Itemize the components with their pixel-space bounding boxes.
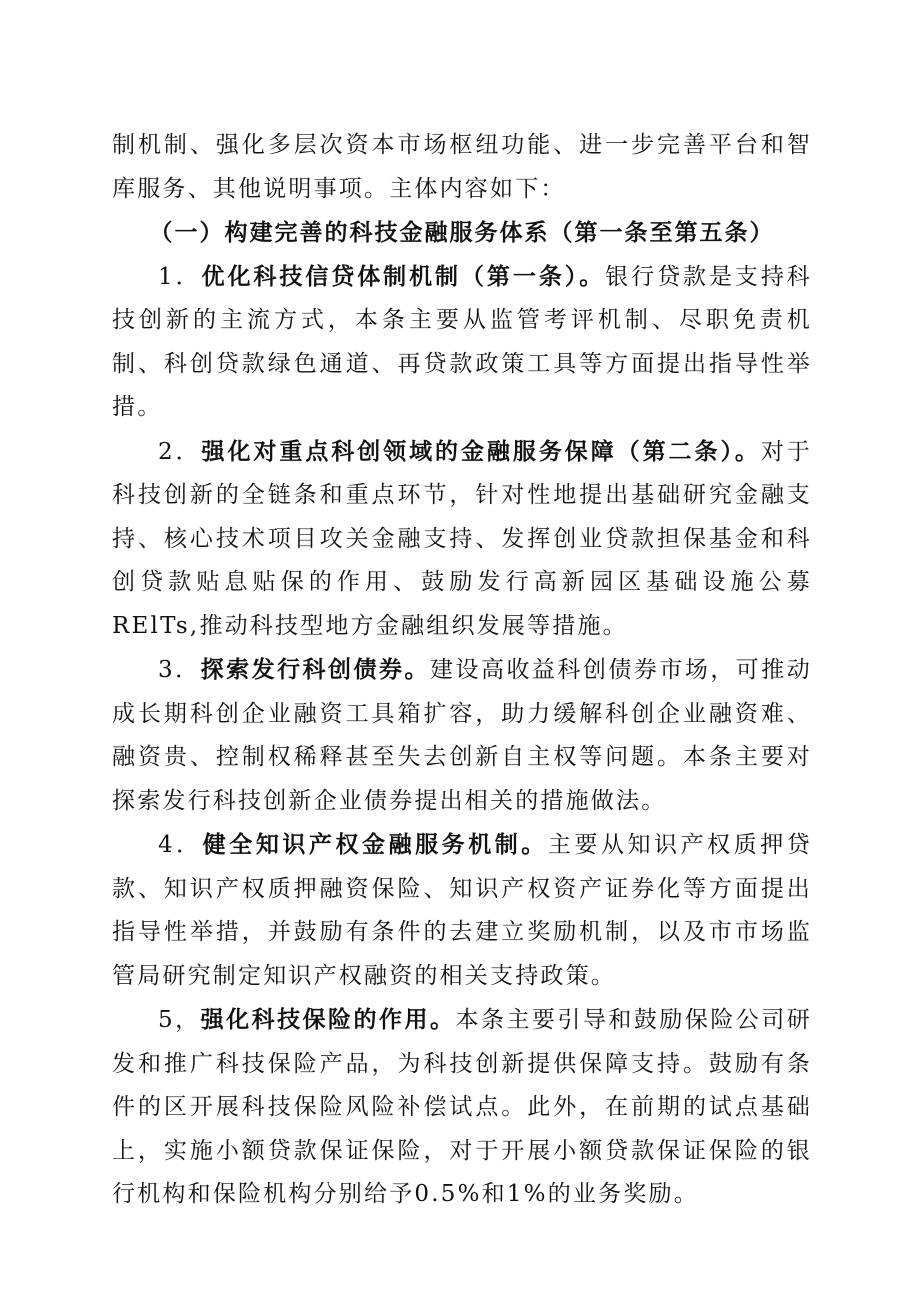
- item-number: 2．: [158, 438, 202, 465]
- item-number: 4．: [158, 832, 203, 858]
- document-page: [112, 124, 812, 1217]
- item-title: 健全知识产权金融服务机制。: [202, 831, 548, 858]
- intro-paragraph: 制机制、强化多层次资本市场枢纽功能、进一步完善平台和智库服务、其他说明事项。主体内容如下：: [112, 132, 812, 202]
- item-paragraph-2: [112, 430, 812, 649]
- item-number: 5，: [158, 1007, 201, 1033]
- item-body: 主要从知识产权质押贷款、知识产权质押融资保险、知识产权资产证券化等方面提出指导性举措，并鼓励有条件的去建立奖励机制，以及市市场监管局研究制定知识产权融资的相关支持政策。: [112, 832, 812, 989]
- item-body: 对于科技创新的全链条和重点环节，针对性地提出基础研究金融支持、核心技术项目攻关金融支持、发挥创业贷款担保基金和科创贷款贴息贴保的作用、鼓励发行高新园区基础设施公募RElTs,推动科技型地方金融组织发展等措施。: [112, 438, 812, 639]
- item-paragraph-1: [112, 255, 812, 430]
- section-heading: （一）构建完善的科技金融服务体系（第一条至第五条）: [149, 219, 775, 246]
- item-number: 3．: [158, 657, 201, 683]
- item-paragraph-3: [112, 648, 812, 823]
- item-body: 银行贷款是支持科技创新的主流方式，本条主要从监管考评机制、尽职免责机制、科创贷款绿色通道、再贷款政策工具等方面提出指导性举措。: [112, 263, 812, 420]
- item-title: 强化对重点科创领域的金融服务保障（第二条）。: [201, 437, 761, 465]
- item-body: 建设高收益科创债券市场，可推动成长期科创企业融资工具箱扩容，助力缓解科创企业融资难、融资贵、控制权稀释甚至失去创新自主权等问题。本条主要对探索发行科技创新企业债券提出相关的措施做法。: [112, 657, 812, 814]
- item-paragraph-5: [112, 998, 812, 1217]
- item-title: 强化科技保险的作用。: [200, 1006, 456, 1033]
- item-title: 优化科技信贷体制机制（第一条）。: [201, 262, 606, 290]
- item-paragraph-4: [112, 823, 812, 998]
- item-title: 探索发行科创债券。: [200, 656, 430, 683]
- item-body: 本条主要引导和鼓励保险公司研发和推广科技保险产品，为科技创新提供保障支持。鼓励有条件的区开展科技保险风险补偿试点。此外，在前期的试点基础上，实施小额贷款保证保险，对于开展小额贷款保证保险的银行机构和保险机构分别给予0.5%和1%的业务奖励。: [112, 1007, 812, 1207]
- item-number: 1．: [158, 263, 202, 290]
